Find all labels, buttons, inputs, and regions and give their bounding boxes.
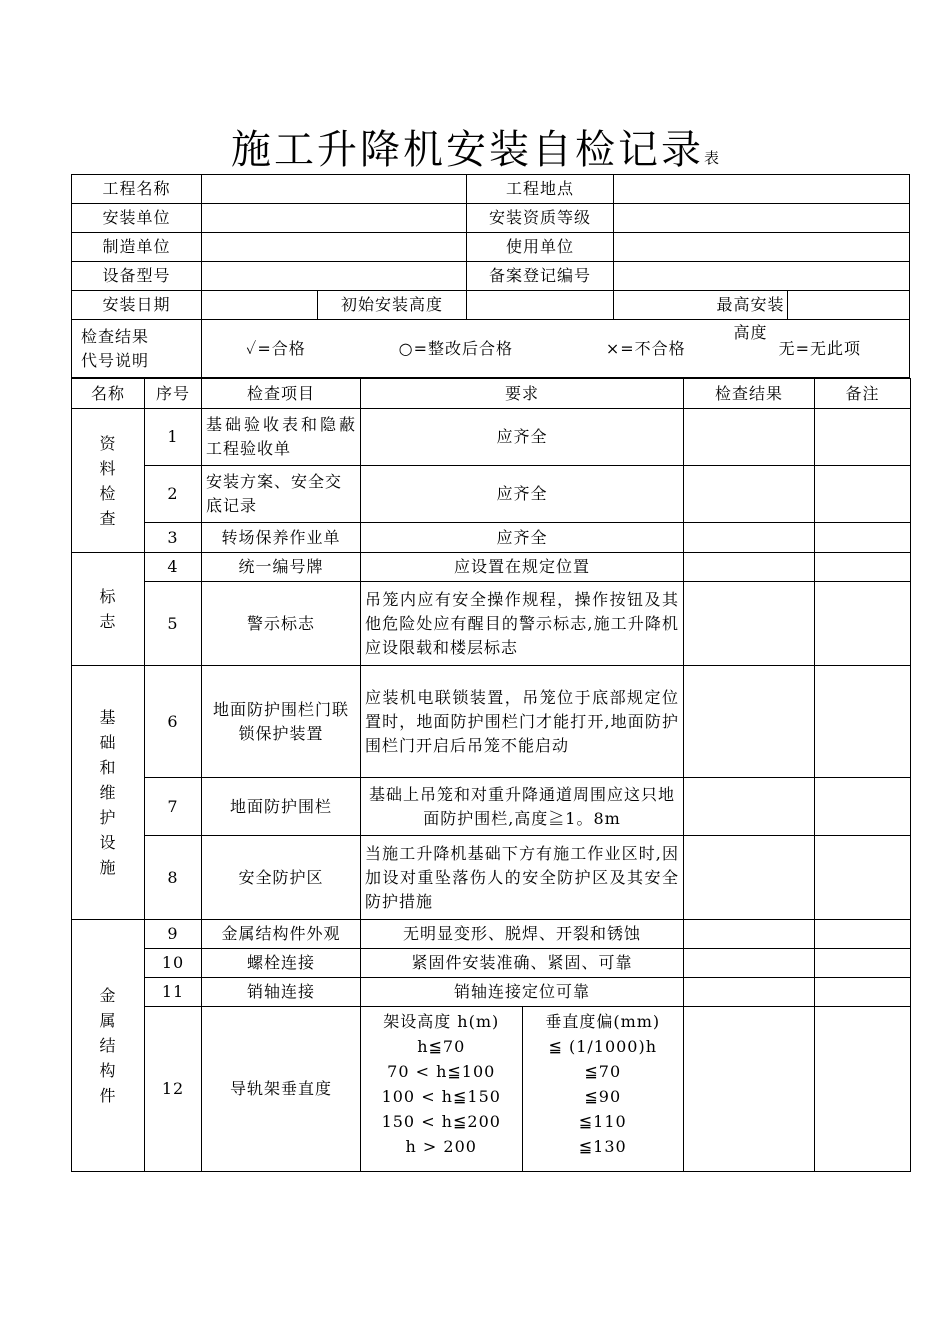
- row-item: 安装方案、安全交底记录: [202, 466, 361, 523]
- label-user-unit: 使用单位: [467, 233, 614, 262]
- group-signs: 标 志: [72, 553, 145, 666]
- row-remark-cell[interactable]: [815, 1007, 911, 1172]
- legend-label: [72, 320, 202, 378]
- label-record-no: 备案登记编号: [467, 262, 614, 291]
- label-model: 设备型号: [72, 262, 202, 291]
- project-name-value[interactable]: [202, 175, 467, 204]
- row-requirement: 无明显变形、脱焊、开裂和锈蚀: [361, 920, 684, 949]
- install-date-value[interactable]: [202, 291, 318, 320]
- row-item: 地面防护围栏门联锁保护装置: [202, 666, 361, 778]
- row-result-cell[interactable]: [684, 523, 815, 553]
- table-row: [72, 523, 911, 553]
- row-no: 4: [145, 553, 202, 582]
- title-suffix: 表: [703, 149, 719, 167]
- row-no: 9: [145, 920, 202, 949]
- row-no: 11: [145, 978, 202, 1007]
- row-requirement: 吊笼内应有安全操作规程，操作按钮及其他危险处应有醒目的警示标志,施工升降机应设限载和楼层标志: [361, 582, 684, 666]
- row-requirement: 紧固件安装准确、紧固、可靠: [361, 949, 684, 978]
- row-item: 基础验收表和隐蔽工程验收单: [202, 409, 361, 466]
- table-row: [72, 1007, 911, 1172]
- row-item: 安全防护区: [202, 836, 361, 920]
- label-max-height: 最高安装高度: [716, 295, 785, 342]
- row-remark-cell[interactable]: [815, 523, 911, 553]
- label-manufacturer: 制造单位: [72, 233, 202, 262]
- row-result-cell[interactable]: [684, 920, 815, 949]
- row-remark-cell[interactable]: [815, 466, 911, 523]
- label-project-location: 工程地点: [467, 175, 614, 204]
- qualification-value[interactable]: [614, 204, 910, 233]
- title-main: 施工升降机安装自检记录: [230, 127, 704, 173]
- row-requirement: 应装机电联锁装置，吊笼位于底部规定位置时，地面防护围栏门才能打开,地面防护围栏门开启后吊笼不能启动: [361, 666, 684, 778]
- row-remark-cell[interactable]: [815, 582, 911, 666]
- table-row: [72, 978, 911, 1007]
- row-remark-cell[interactable]: [815, 666, 911, 778]
- row-requirement: 应齐全: [361, 409, 684, 466]
- row-result-cell[interactable]: [684, 666, 815, 778]
- row-remark-cell[interactable]: [815, 409, 911, 466]
- row-result-cell[interactable]: [684, 978, 815, 1007]
- record-no-value[interactable]: [614, 262, 910, 291]
- table-row: [72, 836, 911, 920]
- inspection-table: [71, 378, 911, 1172]
- header-table: [71, 174, 910, 378]
- spec-deviation-column: 垂直度偏(mm) ≦ (1/1000)h ≦70 ≦90 ≦110 ≦130: [522, 1007, 684, 1171]
- manufacturer-value[interactable]: [202, 233, 467, 262]
- max-height-wrap: [715, 291, 910, 342]
- legend-fail: ×=不合格: [605, 338, 686, 358]
- table-row: [72, 553, 911, 582]
- row-item: 地面防护围栏: [202, 778, 361, 836]
- spec-height-column: 架设高度 h(m) h≦70 70 < h≦100 100 < h≦150 150 < h≦200 h > 200: [381, 1012, 501, 1156]
- legend-na: 无=无此项: [778, 338, 861, 358]
- verticality-spec: [361, 1007, 684, 1172]
- row-item: 金属结构件外观: [202, 920, 361, 949]
- row-requirement: 应齐全: [361, 466, 684, 523]
- user-unit-value[interactable]: [614, 233, 910, 262]
- row-remark-cell[interactable]: [815, 778, 911, 836]
- label-initial-height: 初始安装高度: [318, 291, 467, 320]
- row-item: 螺栓连接: [202, 949, 361, 978]
- group-foundation: 基 础 和 维 护 设 施: [72, 666, 145, 920]
- row-result-cell[interactable]: [684, 949, 815, 978]
- col-requirement: 要求: [361, 379, 684, 409]
- row-requirement: 应设置在规定位置: [361, 553, 684, 582]
- table-row: [72, 778, 911, 836]
- row-item: 导轨架垂直度: [202, 1007, 361, 1172]
- row-remark-cell[interactable]: [815, 553, 911, 582]
- row-no: 7: [145, 778, 202, 836]
- row-result-cell[interactable]: [684, 409, 815, 466]
- row-result-cell[interactable]: [684, 582, 815, 666]
- row-result-cell[interactable]: [684, 1007, 815, 1172]
- row-no: 2: [145, 466, 202, 523]
- row-remark-cell[interactable]: [815, 949, 911, 978]
- col-name: 名称: [72, 379, 145, 409]
- group-metal-structure: 金 属 结 构 件: [72, 920, 145, 1172]
- row-result-cell[interactable]: [684, 553, 815, 582]
- col-no: 序号: [145, 379, 202, 409]
- row-item: 警示标志: [202, 582, 361, 666]
- row-item: 转场保养作业单: [202, 523, 361, 553]
- label-qualification: 安装资质等级: [467, 204, 614, 233]
- column-header-row: [72, 379, 911, 409]
- row-no: 10: [145, 949, 202, 978]
- col-result: 检查结果: [684, 379, 815, 409]
- table-row: [72, 582, 911, 666]
- label-install-unit: 安装单位: [72, 204, 202, 233]
- table-row: [72, 949, 911, 978]
- row-item: 统一编号牌: [202, 553, 361, 582]
- legend-label-1: 检查结果: [81, 326, 150, 346]
- row-requirement: 当施工升降机基础下方有施工作业区时,因加设对重坠落伤人的安全防护区及其安全防护措施: [361, 836, 684, 920]
- row-no: 3: [145, 523, 202, 553]
- label-install-date: 安装日期: [72, 291, 202, 320]
- table-row: [72, 409, 911, 466]
- row-no: 6: [145, 666, 202, 778]
- table-row: [72, 466, 911, 523]
- row-no: 1: [145, 409, 202, 466]
- legend-pass: ✓=合格: [246, 338, 306, 358]
- install-unit-value[interactable]: [202, 204, 467, 233]
- row-result-cell[interactable]: [684, 778, 815, 836]
- row-requirement: 应齐全: [361, 523, 684, 553]
- row-result-cell[interactable]: [684, 836, 815, 920]
- row-result-cell[interactable]: [684, 466, 815, 523]
- group-document-check: 资 料 检 查: [72, 409, 145, 553]
- row-item: 销轴连接: [202, 978, 361, 1007]
- row-no: 12: [145, 1007, 202, 1172]
- row-no: 5: [145, 582, 202, 666]
- legend-label-2: 代号说明: [81, 350, 150, 370]
- col-remark: 备注: [815, 379, 911, 409]
- legend-rectified: ○=整改后合格: [398, 338, 513, 358]
- row-remark-cell[interactable]: [815, 920, 911, 949]
- model-value[interactable]: [202, 262, 467, 291]
- table-row: [72, 920, 911, 949]
- project-location-value[interactable]: [614, 175, 910, 204]
- label-max-height-cell: [614, 291, 715, 320]
- label-project-name: 工程名称: [72, 175, 202, 204]
- row-remark-cell[interactable]: [815, 836, 911, 920]
- legend-values: [202, 320, 910, 378]
- max-height-value[interactable]: [787, 291, 910, 319]
- col-item: 检查项目: [202, 379, 361, 409]
- row-remark-cell[interactable]: [815, 978, 911, 1007]
- row-requirement: 基础上吊笼和对重升降通道周围应这只地面防护围栏,高度≧1。8m: [361, 778, 684, 836]
- row-requirement: 销轴连接定位可靠: [361, 978, 684, 1007]
- initial-height-value[interactable]: [467, 291, 614, 320]
- row-no: 8: [145, 836, 202, 920]
- table-row: [72, 666, 911, 778]
